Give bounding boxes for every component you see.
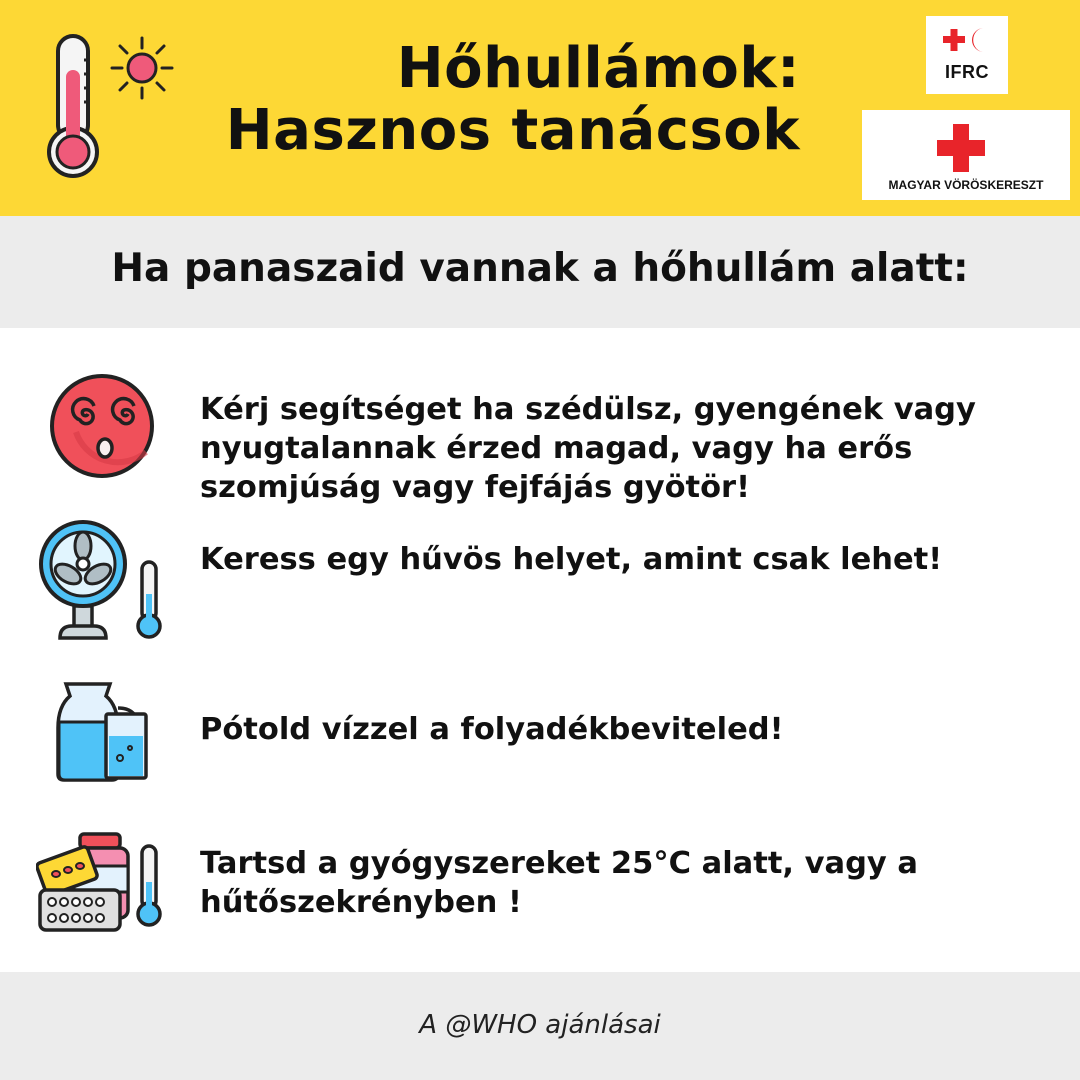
subtitle: Ha panaszaid vannak a hőhullám alatt: (111, 246, 969, 291)
mvk-label: MAGYAR VÖRÖSKERESZT (888, 178, 1044, 192)
magyar-voroskereszt-logo (862, 110, 1070, 200)
tip-text-3: Pótold vízzel a folyadékbeviteled! (200, 712, 784, 747)
dizzy-face-icon (48, 372, 158, 482)
fan-thermometer-icon (38, 514, 168, 644)
red-cross-crescent-icon (926, 16, 1008, 60)
water-jug-glass-icon (52, 678, 152, 784)
tip-text-1: Kérj segítséget ha szédülsz, gyengének vagy nyugtalannak érzed magad, vagy ha erős szomjúság vagy fejfájás gyötör! (200, 392, 976, 505)
page-title (160, 38, 800, 162)
medicine-thermometer-icon (36, 830, 168, 938)
title-line-2: Hasznos tanácsok (225, 98, 800, 163)
thermometer-icon (44, 30, 104, 180)
tip-text-2: Keress egy hűvös helyet, amint csak lehet! (200, 542, 943, 577)
ifrc-logo (926, 16, 1008, 94)
red-cross-icon (862, 110, 1070, 176)
ifrc-label: IFRC (945, 62, 989, 82)
tip-text-4: Tartsd a gyógyszereket 25°C alatt, vagy a hűtőszekrényben ! (200, 846, 918, 920)
title-line-1: Hőhullámok: (396, 36, 800, 101)
footer-credit: A @WHO ajánlásai (419, 1010, 661, 1040)
